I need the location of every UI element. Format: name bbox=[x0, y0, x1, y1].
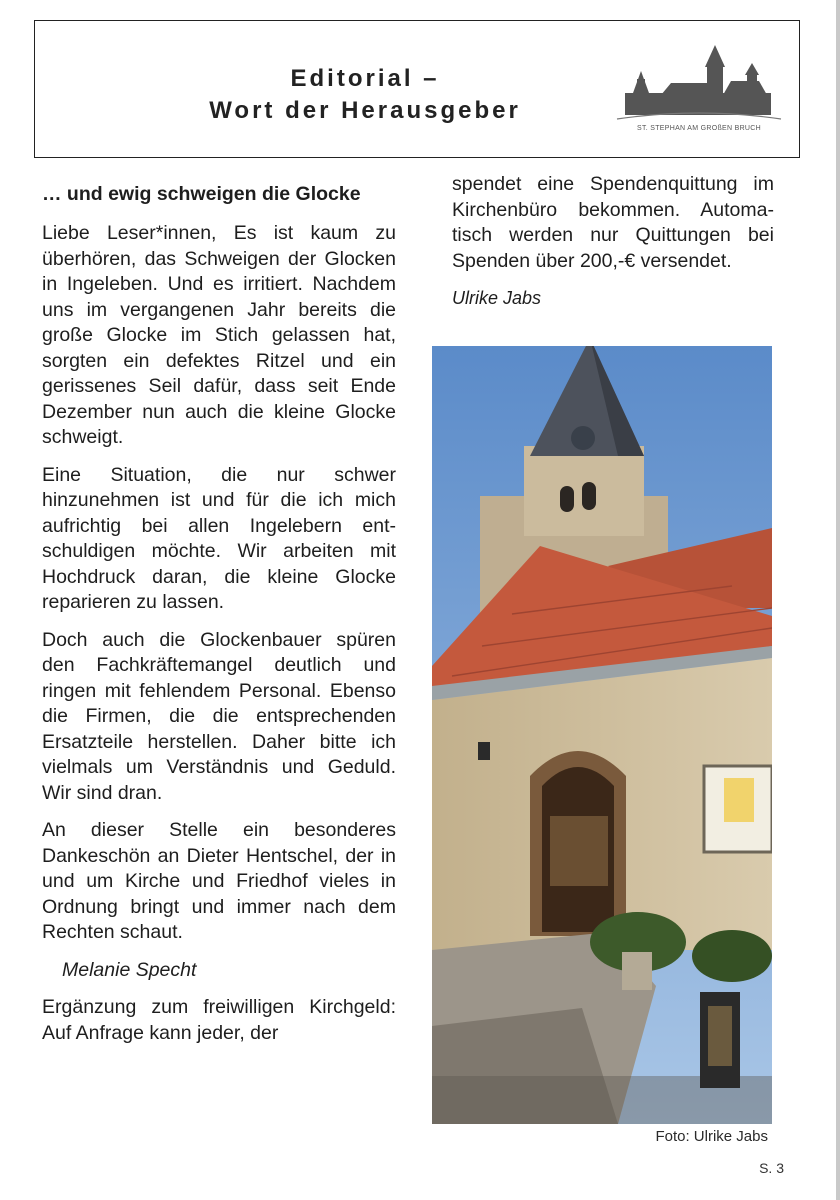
logo-caption: ST. STEPHAN AM GROßEN BRUCH bbox=[636, 125, 761, 132]
signature-melanie-specht: Melanie Specht bbox=[62, 958, 197, 981]
paragraph-4: An dieser Stelle ein besonderes Dankeschön an Dieter Hentschel, der in und um Kirche und Friedhof vieles in Ordnung bringt und immer nach dem Rechten schaut. bbox=[42, 819, 396, 943]
article-heading: … und ewig schweigen die Glocke bbox=[42, 183, 361, 205]
addendum-end: spendet eine Spendenquittung im Kirchenbüro bekommen. Automatisch werden nur Quittungen bei Spenden über 200,-€ versendet. bbox=[452, 173, 774, 272]
addendum-start: Ergänzung zum freiwilligen Kirchgeld: Auf Anfrage kann jeder, der bbox=[42, 996, 396, 1044]
photo-credit: Foto: Ulrike Jabs bbox=[655, 1128, 768, 1145]
signature-ulrike-jabs: Ulrike Jabs bbox=[452, 288, 542, 308]
page-edge bbox=[836, 0, 840, 1200]
page-number: S. 3 bbox=[759, 1160, 784, 1176]
paragraph-3: Doch auch die Glockenbauer spüren den Fachkräftemangel deutlich und ringen mit fehlendem Personal. Ebenso die Firmen, die die entsprechenden Ersatzteile herstellen. Daher bitte ich vielmals um Verständnis und Geduld. Wir sind dran. bbox=[42, 628, 396, 804]
header-box bbox=[34, 20, 800, 158]
paragraph-1: Liebe Leser*innen, Es ist kaum zu überhören, das Schweigen der Glocken in Ingeleben. Und es irritiert. Nachdem uns im vergangenen Jahr bereits die große Glocke im Stich gelassen hat, sorgten ein defektes Ritzel und ein gerissenes Seil dafür, dass seit Ende Dezember nun auch die kleine Glocke schweigt. bbox=[42, 222, 396, 448]
paragraph-2: Eine Situation, die nur schwer hinzunehmen ist und für die ich mich aufrichtig bei allen Ingelebern entschuldigen möchte. Wir arbeiten mit Hochdruck daran, die kleine Glocke reparieren zu lassen. bbox=[42, 463, 396, 613]
church-silhouette-icon bbox=[611, 43, 787, 123]
right-column bbox=[452, 172, 774, 324]
left-column bbox=[42, 182, 396, 1058]
page-title bbox=[35, 63, 695, 127]
church-logo bbox=[611, 43, 787, 139]
title-line-2: Wort der Herausgeber bbox=[209, 97, 521, 124]
church-photo-icon bbox=[432, 346, 772, 1124]
church-photo bbox=[432, 346, 772, 1124]
title-line-1: Editorial – bbox=[290, 65, 440, 92]
